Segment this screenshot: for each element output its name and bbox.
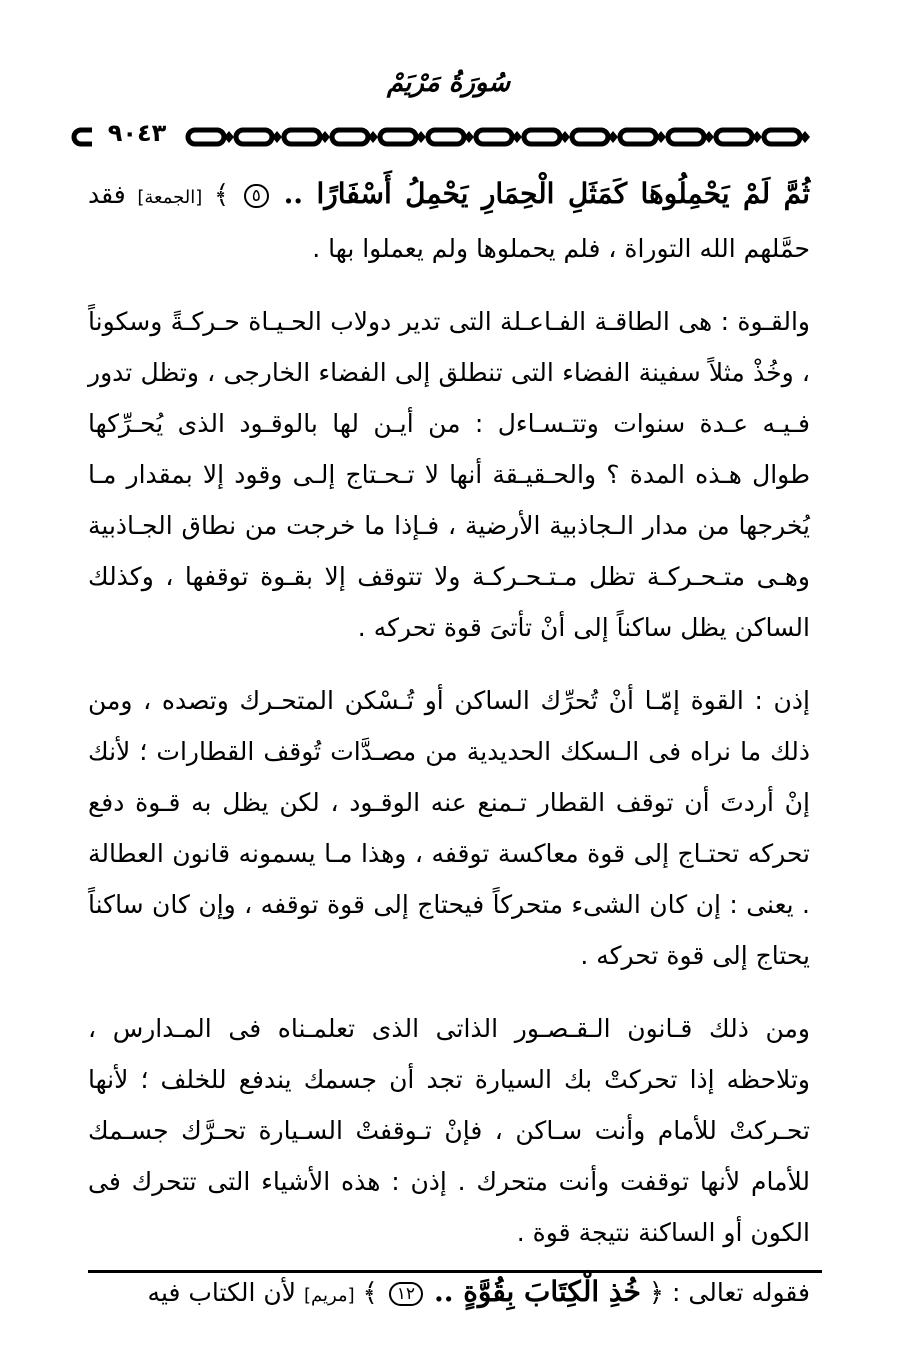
paragraph-4: ومن ذلك قـانون الـقـصـور الذاتى الذى تعلمـناه فى المـدارس ، وتلاحظه إذا تحركتْ بك السيارة تجد أن جسمك يندفع للخلف ؛ لأنها تحـركتْ للأمام وأنت سـاكن ، فإنْ تـوقفتْ السـيارة تحـرَّك جسـمك للأمام لأنها توقفت وأنت متحرك . إذن : هذه الأشياء التى تتحرك فى الكون أو الساكنة نتيجة قوة .: [88, 1014, 810, 1247]
quran-close-bracket: ﴾: [213, 180, 230, 210]
surah-reference: [الجمعة]: [137, 187, 203, 208]
quran-verse: خُذِ الْكِتَابَ بِقُوَّةٍ ..: [433, 1275, 641, 1308]
surah-title: سُورَةُ مَرْيَمْ: [386, 68, 511, 98]
paragraph-text: فقوله تعالى :: [672, 1278, 810, 1307]
ayah-number: ٥: [244, 184, 269, 208]
quran-open-bracket: ﴿: [648, 1278, 665, 1308]
paragraph-text: فقد حمَّلهم الله التوراة ، فلم يحملوها ولم يعملوا بها .: [88, 180, 810, 263]
quran-verse: ثُمَّ لَمْ يَحْمِلُوهَا كَمَثَلِ الْحِمَارِ يَحْمِلُ أَسْفَارًا ..: [283, 177, 811, 210]
paragraph-text: لأن الكتاب فيه: [147, 1278, 297, 1307]
ayah-number: ١٢: [389, 1282, 423, 1306]
decorative-chain-border: [70, 122, 832, 152]
paragraph-2: والقـوة : هى الطاقـة الفـاعـلة التى تدير دولاب الحـيـاة حـركـةً وسكوناً ، وخُذْ مثلاً سفينة الفضاء التى تنطلق إلى الفضاء الخارجى ، وتظل تدور فـيـه عـدة سنوات وتتـسـاءل : من أيـن لها بالوقـود الذى يُحـرِّكها طوال هـذه المدة ؟ والحـقيـقة أنها لا تـحـتاج إلـى وقود إلا بمقدار مـا يُخرجها من مدار الـجاذبية الأرضية ، فـإذا ما خرجت من نطاق الجـاذبية وهـى متـحـركـة تظل مـتـحـركـة ولا تتوقف إلا بقـوة توقفها ، وكذلك الساكن يظل ساكناً إلى أنْ تأتىَ قوة تحركه .: [88, 307, 810, 642]
surah-reference: [مريم]: [303, 1285, 355, 1306]
quran-close-bracket: ﴾: [362, 1278, 378, 1308]
page-body: [88, 168, 810, 1321]
paragraph-5: [88, 1266, 810, 1321]
footer-divider: [88, 1270, 822, 1273]
paragraph-1: [88, 168, 810, 274]
paragraph-3: إذن : القوة إمّـا أنْ تُحرِّك الساكن أو تُـسْكن المتحـرك وتصده ، ومن ذلك ما نراه فى الـسكك الحديدية من مصـدَّات تُوقف القطارات ؛ لأنك إنْ أردتَ أن توقف القطار تـمنع عنه الوقـود ، لكن يظل به قـوة دفع تحركه تحتـاج إلى قوة معاكسة توقفه ، وهذا مـا يسمونه قانون العطالة . يعنى : إن كان الشىء متحركاً فيحتاج إلى قوة توقفه ، وإن كان ساكناً يحتاج إلى قوة تحركه .: [88, 686, 810, 970]
page-number: ٩٠٤٣: [92, 118, 182, 148]
